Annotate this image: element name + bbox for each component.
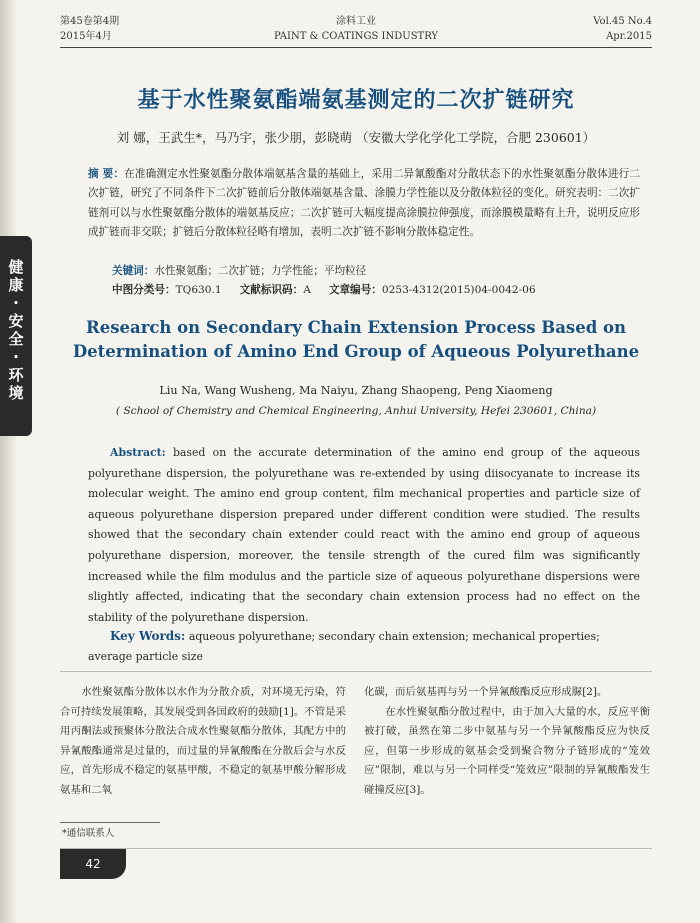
english-title [60, 316, 652, 364]
header-date-cn: 2015年4月 [60, 31, 112, 42]
doc-code-label: 文献标识码： [239, 284, 304, 296]
english-title-line: Research on Secondary Chain Extension Process Based on [86, 318, 626, 337]
english-abstract [88, 443, 640, 628]
article-number-value: 0253-4312(2015)04-0042-06 [381, 284, 536, 296]
side-tab-char: 健 [8, 258, 24, 276]
chinese-authors: 刘 娜，王武生*，马乃宇，张少朋，彭晓萌 （安徽大学化学化工学院，合肥 230601） [116, 130, 596, 145]
side-tab-char: · [13, 348, 19, 366]
chinese-abstract-text: 在准确测定水性聚氨酯分散体端氨基含量的基础上，采用二异氰酸酯对分散状态下的水性聚氨酯分散体进行二次扩链，研究了不同条件下二次扩链前后分散体端氨基含量、涂膜力学性能以及分散体粒径的变化。研究表明：二次扩链剂可以与水性聚氨酯分散体的端氨基反应；二次扩链可大幅度提高涂膜拉伸强度，而涂膜模量略有上升，说明反应形成扩链而非交联；扩链后分散体粒径略有增加，表明二次扩链不影响分散体稳定性。 [88, 168, 640, 238]
english-abstract-text: based on the accurate determination of the amino end group of the aqueous polyurethane dispersion, the polyurethane was re-extended by using diisocyanate to increase its molecular weight. The amino end group content, film mechanical properties and particle size of aqueous polyurethane dispersion prepared under different condition were studied. The results showed that the secondary chain extender could react with the amino end group of aqueous polyurethane dispersion, moreover, the tensile strength of the cured film was significantly increased while the film modulus and the particle size of aqueous polyurethane dispersions were slightly affected, indicating that the secondary chain extension process had no effect on the stability of the polyurethane dispersion. [88, 446, 640, 624]
body-column-left [60, 683, 346, 800]
body-paragraph: 在水性聚氨酯分散过程中，由于加入大量的水，反应平衡被打破，虽然在第二步中氨基与另一个异氰酸酯反应为快反应，但第一步形成的氨基会受到聚合物分子链形成的“笼效应”限制，难以与另一个同样受“笼效应”限制的异氰酸酯发生碰撞反应[3]。 [364, 705, 650, 796]
chinese-keywords-text: 水性聚氨酯；二次扩链；力学性能；平均粒径 [154, 265, 367, 277]
english-authors: Liu Na, Wang Wusheng, Ma Naiyu, Zhang Shaopeng, Peng Xiaomeng [159, 384, 553, 397]
header-volume-en: Vol.45 No.4 [593, 16, 652, 27]
doc-code-value: A [303, 284, 311, 296]
header-rule [60, 47, 652, 48]
english-affiliation: ( School of Chemistry and Chemical Engineering, Anhui University, Hefei 230601, China) [115, 405, 597, 417]
running-header [60, 14, 652, 50]
side-tab-char: 康 [8, 276, 24, 294]
english-abstract-label: Abstract: [110, 446, 166, 459]
header-center [60, 14, 652, 44]
side-tab-char: 安 [8, 312, 24, 330]
chinese-abstract [88, 165, 640, 242]
header-right [593, 14, 652, 44]
body-paragraph: 化碳，而后氨基再与另一个异氰酸酯反应形成脲[2]。 [364, 686, 608, 698]
article-number-label: 文章编号： [328, 284, 382, 296]
chinese-keywords [112, 262, 640, 280]
chinese-title: 基于水性聚氨酯端氨基测定的二次扩链研究 [137, 88, 575, 113]
chinese-keywords-label: 关键词： [112, 265, 155, 277]
side-tab-char: 全 [8, 330, 24, 348]
page-edge-shadow [0, 0, 18, 923]
page-footer [60, 848, 652, 879]
header-date-en: Apr.2015 [606, 31, 652, 42]
english-keywords [88, 626, 640, 667]
footnote-rule [60, 822, 160, 823]
chinese-abstract-label: 摘 要： [88, 168, 125, 180]
side-tab-char: · [13, 294, 19, 312]
body-column-right [364, 683, 650, 800]
classification-line [112, 281, 640, 299]
class-number-value: TQ630.1 [175, 284, 222, 296]
side-tab-char: 境 [8, 384, 24, 402]
page-number: 42 [60, 849, 126, 879]
section-divider [60, 671, 652, 672]
english-keywords-text: aqueous polyurethane; secondary chain extension; mechanical properties; average particle size [88, 630, 600, 663]
header-journal-cn: 涂料工业 [336, 16, 376, 27]
section-side-tab [0, 236, 32, 436]
footnote: *通信联系人 [62, 828, 115, 839]
header-journal-en: PAINT & COATINGS INDUSTRY [273, 31, 439, 42]
header-volume-cn: 第45卷第4期 [60, 16, 120, 27]
english-title-line: Determination of Amino End Group of Aqueous Polyurethane [72, 342, 640, 361]
class-number-label: 中图分类号： [112, 284, 176, 296]
english-keywords-label: Key Words: [110, 629, 186, 643]
side-tab-char: 环 [8, 366, 24, 384]
body-paragraph: 水性聚氨酯分散体以水作为分散介质，对环境无污染，符合可持续发展策略，其发展受到各国政府的鼓励[1]。不管是采用丙酮法或预聚体分散法合成水性聚氨酯分散体，其配方中的异氰酸酯通常是过量的，而过量的异氰酸酯在分散后会与水反应，首先形成不稳定的氨基甲酸，不稳定的氨基甲酸分解形成氨基和二氧 [60, 686, 346, 796]
